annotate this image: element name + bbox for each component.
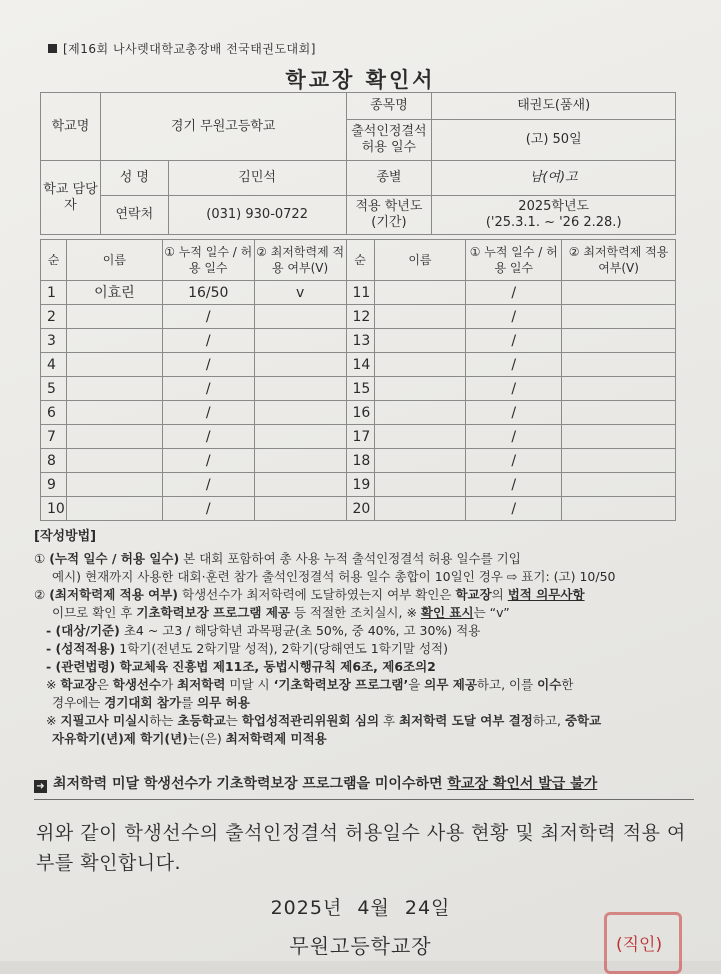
cell-name [374, 353, 466, 377]
cell-days: / [162, 305, 254, 329]
method-note-2: ※ 지필고사 미실시하는 초등학교는 학업성적관리위원회 심의 후 최저학력 도달 여부 결정하고, 중학교 [46, 713, 602, 728]
cell-name [374, 449, 466, 473]
cell-days: / [466, 425, 562, 449]
manager-label: 학교 담당자 [41, 161, 101, 235]
cell-no: 10 [41, 497, 67, 521]
cell-min [562, 425, 676, 449]
cell-days: / [466, 281, 562, 305]
cell-min [562, 473, 676, 497]
method-note-1-line2: 경우에는 경기대회 참가를 의무 허용 [52, 695, 250, 710]
seal-label: (직인) [616, 935, 663, 955]
cell-days: / [162, 401, 254, 425]
apply-year-label: 적용 학년도 (기간) [346, 196, 432, 235]
cell-no: 2 [41, 305, 67, 329]
school-name-label: 학교명 [41, 93, 101, 161]
date-month: 4월 [357, 897, 390, 919]
table-row [41, 425, 676, 449]
table-row [41, 353, 676, 377]
cell-name [66, 401, 162, 425]
contact-label: 연락처 [100, 196, 168, 235]
principal-signature: 무원고등학교장 [289, 934, 432, 958]
cell-name [66, 497, 162, 521]
cell-days: / [162, 353, 254, 377]
table-row [41, 449, 676, 473]
table-row [41, 329, 676, 353]
header-no: 순 [41, 240, 67, 281]
cell-min [562, 377, 676, 401]
apply-year: 2025학년도 [518, 199, 590, 214]
writing-method-section [34, 528, 694, 748]
cell-no: 1 [41, 281, 67, 305]
cell-name [374, 281, 466, 305]
header-name: 이름 [374, 240, 466, 281]
cell-min [562, 497, 676, 521]
gender-value: 남(여)고 [432, 161, 676, 196]
cell-days: / [162, 329, 254, 353]
cell-name [66, 377, 162, 401]
cell-min [562, 281, 676, 305]
cell-days: 16/50 [162, 281, 254, 305]
cell-days: / [466, 377, 562, 401]
cell-days: / [162, 497, 254, 521]
cell-name [374, 425, 466, 449]
method-title: [작성방법] [34, 529, 97, 544]
cell-min [254, 401, 346, 425]
cell-no: 14 [346, 353, 374, 377]
cell-no: 17 [346, 425, 374, 449]
date-year: 2025년 [270, 897, 343, 919]
cell-days: / [466, 353, 562, 377]
school-info-table [40, 92, 676, 235]
cell-no: 4 [41, 353, 67, 377]
cell-name [66, 449, 162, 473]
cell-name [374, 305, 466, 329]
cell-name [374, 329, 466, 353]
student-list-table [40, 239, 676, 521]
apply-year-value [432, 196, 676, 235]
notice-line: ➜ 최저학력 미달 학생선수가 기초학력보장 프로그램을 미이수하면 학교장 확인서 발급 불가 [34, 773, 694, 800]
cell-no: 16 [346, 401, 374, 425]
table-row [41, 497, 676, 521]
cell-name [374, 401, 466, 425]
table-row [41, 305, 676, 329]
method-detail-law: - (관련법령) 학교체육 진흥법 제11조, 동법시행규칙 제6조, 제6조의2 [46, 659, 436, 674]
header-no: 순 [346, 240, 374, 281]
cell-no: 15 [346, 377, 374, 401]
manager-name-label: 성 명 [100, 161, 168, 196]
document-title: 학교장 확인서 [285, 68, 436, 92]
date-day: 24일 [404, 897, 451, 919]
cell-min [254, 353, 346, 377]
gender-label: 종별 [346, 161, 432, 196]
method-item-2: ② (최저학력제 적용 여부) 학생선수가 최저학력에 도달하였는지 여부 확인은 학교장의 법적 의무사항 [34, 587, 585, 602]
cell-days: / [466, 329, 562, 353]
manager-name-value: 김민석 [168, 161, 346, 196]
cell-min [562, 305, 676, 329]
method-item-2-line2: 이므로 확인 후 기초학력보장 프로그램 제공 등 적절한 조치실시, ※ 확인 표시는 “v” [52, 605, 510, 620]
cell-days: / [162, 449, 254, 473]
event-name-value: 태권도(품새) [432, 93, 676, 120]
school-name-value: 경기 무원고등학교 [100, 93, 346, 161]
cell-min [254, 329, 346, 353]
cell-min [254, 377, 346, 401]
cell-min [562, 401, 676, 425]
table-row [41, 401, 676, 425]
confirmation-text: 위와 같이 학생선수의 출석인정결석 허용일수 사용 현황 및 최저학력 적용 여부를 확인합니다. [36, 822, 686, 874]
cell-name [66, 425, 162, 449]
cell-name [66, 473, 162, 497]
method-item-1-example: 예시) 현재까지 사용한 대회·훈련 참가 출석인정결석 허용 일수 총합이 10일인 경우 ⇨ 표기: (고) 10/50 [52, 569, 616, 584]
event-name-label: 종목명 [346, 93, 432, 120]
cell-min [254, 449, 346, 473]
cell-min [254, 473, 346, 497]
method-detail-grade: - (성적적용) 1학기(전년도 2학기말 성적), 2학기(당해연도 1학기말 성적) [46, 641, 448, 656]
cell-days: / [466, 473, 562, 497]
header-days: ① 누적 일수 / 허용 일수 [162, 240, 254, 281]
cell-no: 12 [346, 305, 374, 329]
cell-days: / [466, 401, 562, 425]
cell-min [562, 329, 676, 353]
cell-no: 11 [346, 281, 374, 305]
cell-min [254, 425, 346, 449]
cell-no: 13 [346, 329, 374, 353]
method-detail-target: - (대상/기준) 초4 ~ 고3 / 해당학년 과목평균(초 50%, 중 40%, 고 30%) 적용 [46, 623, 481, 638]
allowed-days-value: (고) 50일 [432, 120, 676, 161]
table-row [41, 281, 676, 305]
cell-name [66, 305, 162, 329]
cell-name [374, 377, 466, 401]
cell-min [562, 449, 676, 473]
cell-name: 이효린 [66, 281, 162, 305]
header-days: ① 누적 일수 / 허용 일수 [466, 240, 562, 281]
table-row [41, 473, 676, 497]
cell-name [374, 497, 466, 521]
cell-no: 7 [41, 425, 67, 449]
cell-days: / [162, 425, 254, 449]
square-bullet-icon [48, 44, 57, 53]
cell-no: 6 [41, 401, 67, 425]
cell-no: 19 [346, 473, 374, 497]
allowed-days-label: 출석인정결석 허용 일수 [346, 120, 432, 161]
event-header: [제16회 나사렛대학교총장배 전국태권도대회] [48, 40, 316, 57]
cell-no: 5 [41, 377, 67, 401]
cell-no: 9 [41, 473, 67, 497]
cell-name [66, 329, 162, 353]
header-min: ② 최저학력제 적용 여부(V) [562, 240, 676, 281]
table-row [41, 377, 676, 401]
header-name: 이름 [66, 240, 162, 281]
cell-days: / [466, 449, 562, 473]
cell-name [66, 353, 162, 377]
method-item-1: ① (누적 일수 / 허용 일수) 본 대회 포함하여 총 사용 누적 출석인정결석 허용 일수를 기입 [34, 551, 521, 566]
cell-days: / [162, 473, 254, 497]
cell-days: / [162, 377, 254, 401]
cell-min: v [254, 281, 346, 305]
header-min: ② 최저학력제 적용 여부(V) [254, 240, 346, 281]
cell-no: 20 [346, 497, 374, 521]
cell-days: / [466, 305, 562, 329]
apply-period: ('25.3.1. ~ '26 2.28.) [485, 215, 622, 230]
cell-min [254, 305, 346, 329]
contact-value: (031) 930-0722 [168, 196, 346, 235]
method-note-2-line2: 자유학기(년)제 학기(년)는(은) 최저학력제 미적용 [52, 731, 327, 746]
cell-no: 18 [346, 449, 374, 473]
cell-min [562, 353, 676, 377]
cell-no: 8 [41, 449, 67, 473]
table-header-row [41, 240, 676, 281]
arrow-right-box-icon: ➜ [34, 780, 47, 793]
cell-min [254, 497, 346, 521]
cell-name [374, 473, 466, 497]
cell-no: 3 [41, 329, 67, 353]
method-note-1: ※ 학교장은 학생선수가 최저학력 미달 시 ‘기초학력보장 프로그램’을 의무 제공하고, 이를 이수한 [46, 677, 574, 692]
cell-days: / [466, 497, 562, 521]
